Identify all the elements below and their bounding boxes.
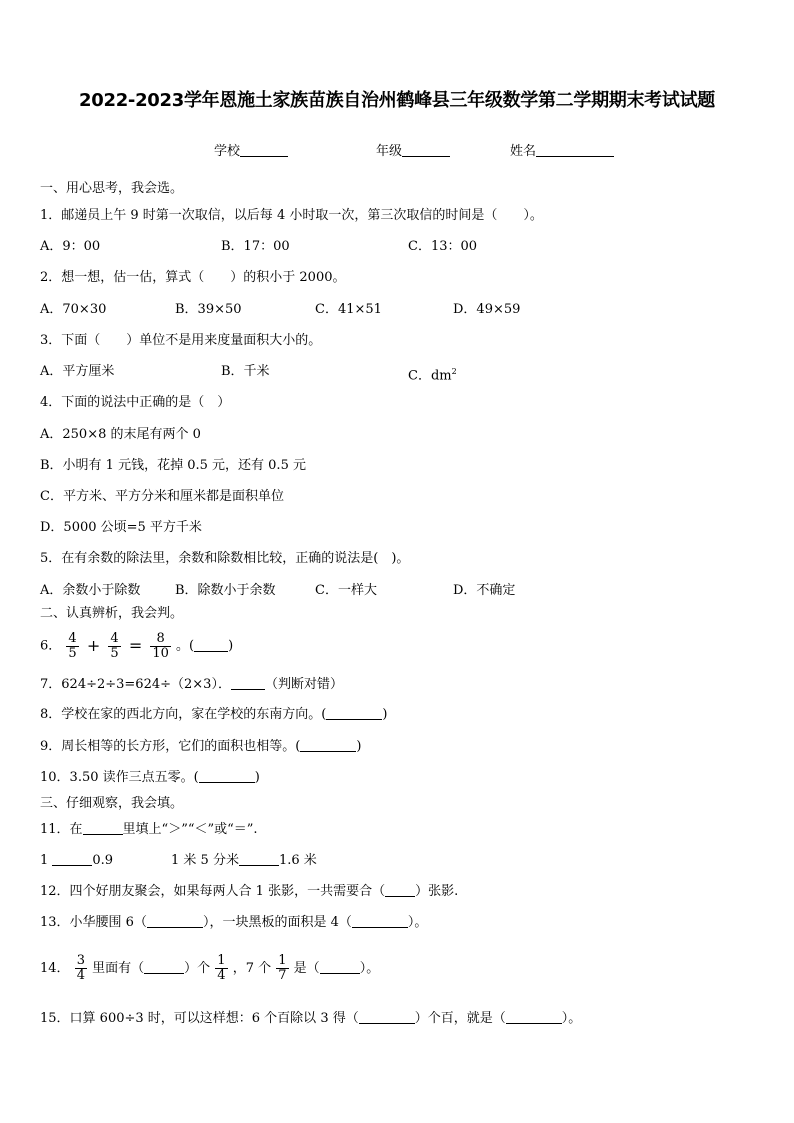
q6-fraction-3: $\frac{8}{10}$ — [152, 630, 169, 661]
q4-option-a[interactable]: A．250×8 的末尾有两个 0 — [40, 427, 201, 442]
q4-option-c[interactable]: C．平方米、平方分米和厘米都是面积单位 — [40, 489, 284, 504]
question-11: 11．在 里填上“＞”“＜”或“＝”. — [40, 822, 258, 837]
q9-answer-blank[interactable] — [300, 738, 356, 752]
q11-item-2: 1 米 5 分米 1.6 米 — [171, 853, 317, 868]
q13-blank-2[interactable] — [352, 914, 408, 928]
q1-option-b[interactable]: B．17：00 — [221, 239, 290, 254]
question-1: 1．邮递员上午 9 时第一次取信，以后每 4 小时取一次，第三次取信的时间是（ ）。 — [40, 208, 543, 223]
q11-item-2-blank[interactable] — [239, 852, 279, 866]
q6-answer-blank[interactable] — [194, 638, 228, 652]
question-5: 5．在有余数的除法里，余数和除数相比较，正确的说法是( )。 — [40, 551, 410, 566]
name-field[interactable]: 姓名 — [510, 140, 614, 159]
school-field[interactable]: 学校 — [214, 140, 288, 159]
grade-field[interactable]: 年级 — [376, 140, 450, 159]
q10-answer-blank[interactable] — [199, 769, 255, 783]
question-2: 2．想一想，估一估，算式（ ）的积小于 2000。 — [40, 270, 346, 285]
section-3-heading: 三、仔细观察，我会填。 — [40, 796, 184, 811]
question-4: 4．下面的说法中正确的是（ ） — [40, 395, 231, 410]
q13-blank-1[interactable] — [147, 914, 203, 928]
section-2-heading: 二、认真辨析，我会判。 — [40, 606, 184, 621]
question-8: 8．学校在家的西北方向，家在学校的东南方向。( ) — [40, 707, 388, 722]
section-1-heading: 一、用心思考，我会选。 — [40, 181, 184, 196]
q3-option-c[interactable]: C．$dm^2$ — [408, 367, 457, 384]
q11-item-1-blank[interactable] — [52, 852, 92, 866]
q5-option-b[interactable]: B．除数小于余数 — [175, 583, 276, 598]
question-10: 10．3.50 读作三点五零。( ) — [40, 770, 260, 785]
q5-option-a[interactable]: A．余数小于除数 — [40, 583, 141, 598]
q15-blank-1[interactable] — [359, 1010, 415, 1024]
q14-blank-1[interactable] — [144, 960, 184, 974]
q2-option-d[interactable]: D．49×59 — [453, 302, 521, 317]
question-6: 6． $\frac{4}{5}$ + $\frac{4}{5}$ = $\frac{8}{10}$ 。( ) — [40, 628, 233, 665]
school-blank[interactable] — [240, 143, 288, 157]
q5-option-d[interactable]: D．不确定 — [453, 583, 516, 598]
q6-fraction-1: $\frac{4}{5}$ — [68, 630, 77, 661]
q12-answer-blank[interactable] — [385, 883, 415, 897]
q15-blank-2[interactable] — [506, 1010, 562, 1024]
q14-blank-2[interactable] — [320, 960, 360, 974]
question-12: 12．四个好朋友聚会，如果每两人合 1 张影，一共需要合（ ）张影. — [40, 884, 459, 899]
q2-option-a[interactable]: A．70×30 — [40, 302, 107, 317]
grade-blank[interactable] — [402, 143, 450, 157]
q1-option-c[interactable]: C．13：00 — [408, 239, 478, 254]
question-15: 15．口算 600÷3 时，可以这样想：6 个百除以 3 得（ ）个百，就是（ ）。 — [40, 1011, 582, 1026]
q11-instruction-blank — [83, 821, 123, 835]
q14-fraction-1: $\frac{3}{4}$ — [76, 953, 85, 983]
q8-answer-blank[interactable] — [326, 706, 382, 720]
q2-option-b[interactable]: B．39×50 — [175, 302, 242, 317]
q4-option-b[interactable]: B．小明有 1 元钱，花掉 0.5 元，还有 0.5 元 — [40, 458, 306, 473]
q3-option-b[interactable]: B．千米 — [221, 364, 270, 379]
q3-option-a[interactable]: A．平方厘米 — [40, 364, 115, 379]
question-7: 7．624÷2÷3=624÷（2×3）． （判断对错） — [40, 677, 343, 692]
q11-item-1: 1 0.9 — [40, 853, 114, 868]
question-13: 13．小华腰围 6（ ），一块黑板的面积是 4（ ）。 — [40, 915, 428, 930]
question-9: 9．周长相等的长方形，它们的面积也相等。( ) — [40, 739, 362, 754]
question-3: 3．下面（ ）单位不是用来度量面积大小的。 — [40, 333, 322, 348]
question-14: 14． $\frac{3}{4}$ 里面有（ ）个 $\frac{1}{4}$ ，7 个 $\frac{1}{7}$ 是（ ）。 — [40, 953, 380, 983]
q14-fraction-3: $\frac{1}{7}$ — [278, 953, 287, 983]
q5-option-c[interactable]: C．一样大 — [315, 583, 377, 598]
q14-fraction-2: $\frac{1}{4}$ — [217, 953, 226, 983]
q2-option-c[interactable]: C．41×51 — [315, 302, 382, 317]
q1-option-a[interactable]: A．9：00 — [40, 239, 101, 254]
page-title: 2022-2023学年恩施土家族苗族自治州鹤峰县三年级数学第二学期期末考试试题 — [79, 90, 715, 111]
plus-sign: + — [86, 636, 101, 655]
q6-fraction-2: $\frac{4}{5}$ — [110, 630, 119, 661]
q4-option-d[interactable]: D．5000 公顷=5 平方千米 — [40, 520, 202, 535]
q7-answer-blank[interactable] — [231, 676, 265, 690]
name-blank[interactable] — [536, 143, 614, 157]
equals-sign: = — [128, 636, 143, 655]
